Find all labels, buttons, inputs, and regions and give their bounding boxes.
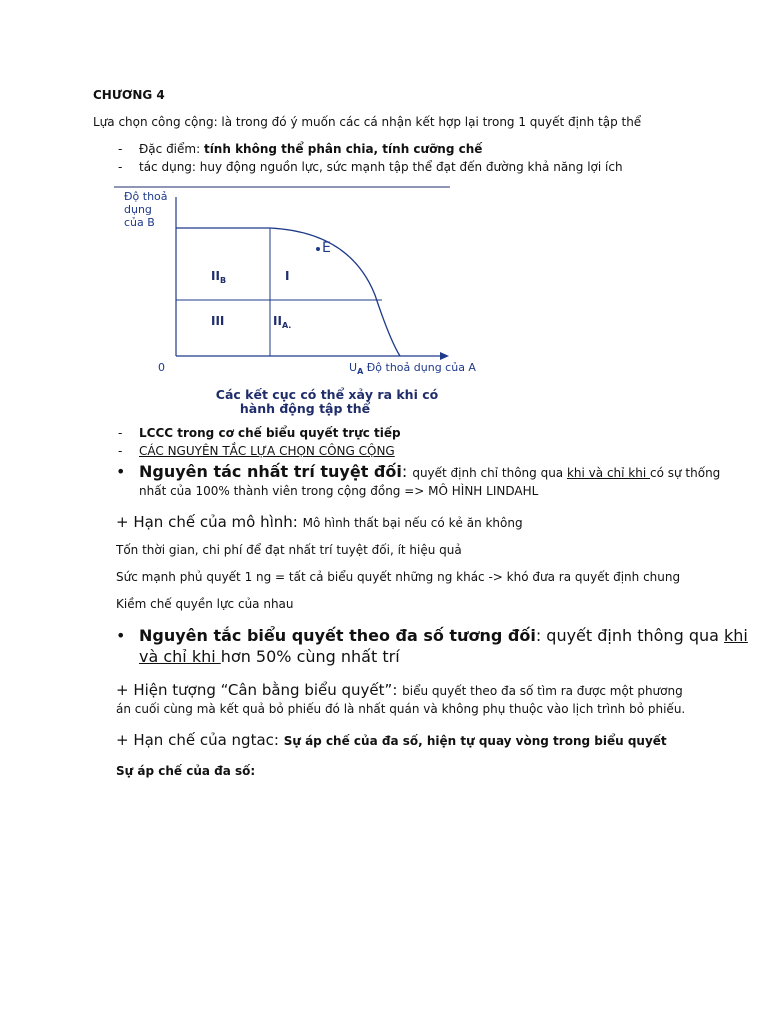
principle1-title: Nguyên tác nhất trí tuyệt đối [139,462,402,481]
principle1-text-a: quyết định chỉ thông qua [412,466,567,480]
features-item [139,142,482,156]
features-value: tính không thể phân chia, tính cưỡng chế [203,142,483,156]
phenomenon-line2: án cuối cùng mà kết quả bỏ phiếu đó là nhất quán và không phụ thuộc vào lịch trình bỏ phiếu. [116,702,686,716]
y-axis-label-line3: của B [124,216,155,229]
principle2-text-u2: và chỉ khi [139,647,221,666]
bullet-dot: • [116,626,126,645]
chapter-heading: CHƯƠNG 4 [93,88,165,102]
principle2-text-a: : quyết định thông qua [535,626,724,645]
limit1-line [116,512,523,531]
y-axis-label-line1: Độ thoả [124,190,168,203]
principle2-title: Nguyên tắc biểu quyết theo đa số tương đối [139,626,536,645]
lccc-item: LCCC trong cơ chế biểu quyết trực tiếp [139,426,401,440]
power-paragraph: Kiềm chế quyền lực của nhau [116,597,294,611]
list-dash: - [118,444,123,458]
region-iia-label [273,314,291,330]
point-e-marker [316,247,320,251]
principle2-text-b: hơn 50% cùng nhất trí [220,647,400,666]
principle1-line1 [139,462,720,481]
limit2-line [116,730,667,749]
limit1-small: Mô hình thất bại nếu có kẻ ăn không [302,516,523,530]
principle1-colon: : [401,462,413,481]
x-axis-label-u: U [349,361,358,374]
intro-paragraph: Lựa chọn công cộng: là trong đó ý muốn các cá nhận kết hợp lại trong 1 quyết định tập thể [93,115,642,129]
list-dash: - [118,160,123,174]
limit2-big: + Hạn chế của ngtac: [116,731,284,749]
region-iib-sub: B [219,276,227,285]
features-label: Đặc điểm: [139,142,204,156]
region-i-label: I [285,269,290,283]
time-cost-paragraph: Tốn thời gian, chi phí để đạt nhất trí tuyệt đối, ít hiệu quả [116,543,462,557]
figure-caption-line1: Các kết cục có thể xảy ra khi có [215,387,439,402]
point-e-label: E [322,240,331,256]
region-iia-main: II [273,314,282,328]
phenomenon-big: + Hiện tượng “Cân bằng biểu quyết”: [116,681,403,699]
region-iii-label: III [211,314,225,328]
origin-label: 0 [158,361,165,374]
principle1-text-u: khi và chỉ khi [566,466,650,480]
limit1-big: + Hạn chế của mô hình: [116,513,303,531]
utility-frontier-curve [176,228,400,356]
region-iia-sub: A. [281,321,292,330]
phenomenon-line1 [116,680,683,699]
x-axis-label-sub: A [357,367,364,376]
veto-paragraph: Sức mạnh phủ quyết 1 ng = tất cả biểu quyết những ng khác -> khó đưa ra quyết định chung [116,570,681,584]
bullet-dot: • [116,462,126,481]
list-dash: - [118,142,123,156]
y-axis-label-line2: dụng [124,203,152,216]
x-axis-label-rest: Độ thoả dụng của A [363,361,476,374]
principle1-text-b: có sự thống [650,466,721,480]
phenomenon-small: biểu quyết theo đa số tìm ra được một phương [402,684,683,698]
principle2-line2 [139,647,400,666]
principles-item: CÁC NGUYÊN TẮC LỰA CHỌN CÔNG CỘNG [139,444,395,458]
principle1-line2: nhất của 100% thành viên trong cộng đồng => MÔ HÌNH LINDAHL [139,484,539,498]
region-iib-main: II [211,269,220,283]
x-axis-label [349,361,476,376]
principle2-text-u1: khi [724,626,748,645]
x-axis-arrow [440,352,449,360]
final-heading: Sự áp chế của đa số: [116,764,256,778]
outcomes-figure [110,180,490,425]
limit2-small: Sự áp chế của đa số, hiện tự quay vòng trong biểu quyết [283,734,667,748]
effect-item: tác dụng: huy động nguồn lực, sức mạnh tập thể đạt đến đường khả năng lợi ích [139,160,623,174]
principle2-line1 [139,626,748,645]
region-iib-label [211,269,226,285]
list-dash: - [118,426,123,440]
figure-caption-line2: hành động tập thể [239,401,371,416]
